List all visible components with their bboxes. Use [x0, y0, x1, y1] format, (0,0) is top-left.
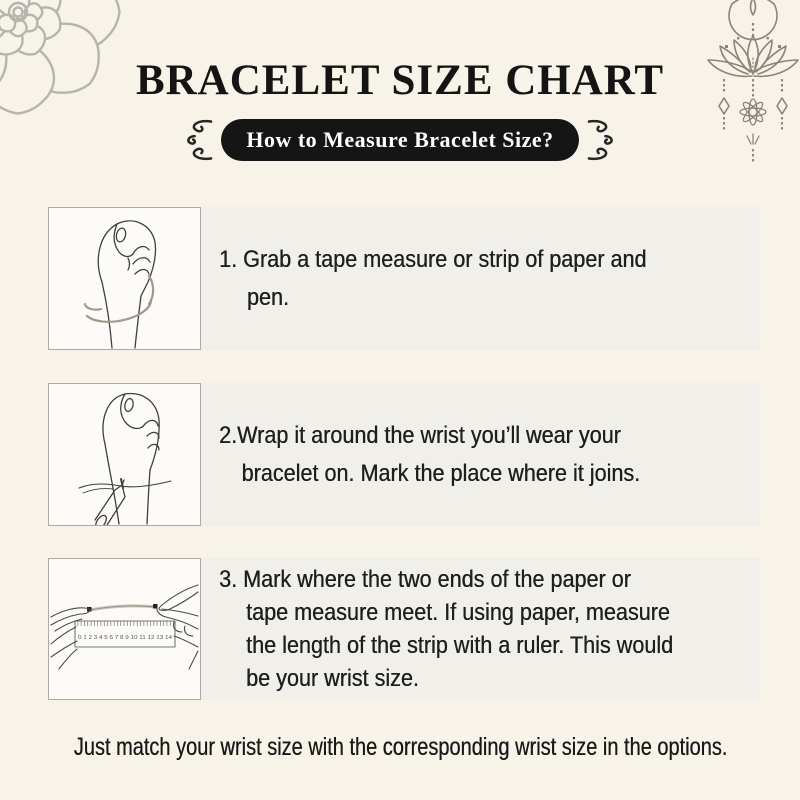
steps-list [48, 207, 760, 700]
flourish-right-icon [586, 117, 619, 163]
hand-with-bracelet-curve-illustration [49, 208, 200, 349]
step1-illustration-box [48, 207, 201, 350]
step3-line1: 3. Mark where the two ends of the paper or [219, 566, 631, 593]
step-row-3 [48, 558, 760, 700]
step3-line4: be your wrist size. [246, 665, 419, 692]
step2-illustration-box [48, 383, 201, 526]
hands-holding-strip-over-ruler-illustration [49, 559, 200, 699]
step3-text [201, 558, 760, 700]
step1-line1: 1. Grab a tape measure or strip of paper and [219, 245, 647, 273]
footer-text: Just match your wrist size with the corresponding wrist size in the options. [73, 733, 727, 761]
footer [0, 732, 800, 762]
page-title: BRACELET SIZE CHART [135, 57, 665, 104]
step3-line2: tape measure meet. If using paper, measure [246, 599, 670, 626]
step3-illustration-box [48, 558, 201, 700]
subtitle-badge: How to Measure Bracelet Size? [221, 119, 578, 161]
step1-line2: pen. [246, 283, 289, 311]
step-row-2 [48, 383, 760, 526]
ruler-numbers: 0 1 2 3 4 5 6 7 8 9 10 11 12 13 14 [78, 635, 172, 641]
step2-line1: 2.Wrap it around the wrist you’ll wear your [219, 421, 621, 449]
step2-line2: bracelet on. Mark the place where it joins. [241, 459, 641, 487]
step-row-1 [48, 207, 760, 350]
step1-text [201, 207, 760, 350]
step3-line3: the length of the strip with a ruler. This would [246, 632, 674, 659]
step2-text [201, 383, 760, 526]
badge-row [0, 118, 800, 162]
flourish-left-icon [181, 117, 214, 163]
hand-with-pen-marking-wrist-illustration [49, 384, 200, 525]
